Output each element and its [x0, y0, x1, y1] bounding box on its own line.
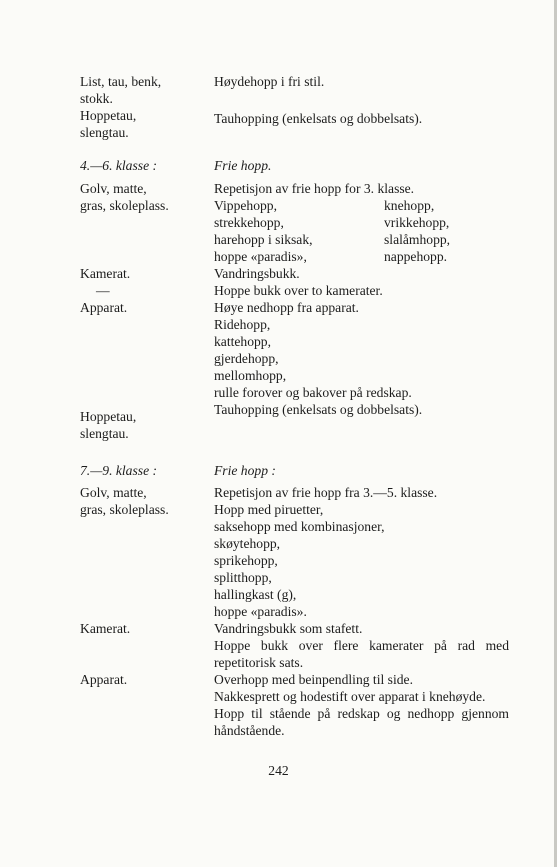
- exercise-line: Ridehopp,: [214, 317, 271, 332]
- exercise-item: slalåmhopp,: [384, 232, 451, 247]
- section-frie-hopp: Frie hopp.: [214, 158, 272, 173]
- exercise-item: strekkehopp,: [214, 215, 284, 230]
- equipment-line: gras, skoleplass.: [80, 502, 169, 517]
- exercise-tauhopping: Tauhopping (enkelsats og dobbelsats).: [214, 111, 423, 126]
- exercise-line: gjerdehopp,: [214, 351, 279, 366]
- page-number: 242: [268, 763, 289, 778]
- exercise-pair: [214, 231, 509, 248]
- equipment-golv: [80, 484, 169, 518]
- dash-mark: —: [96, 283, 110, 298]
- exercise-line: skøytehopp,: [214, 536, 281, 551]
- exercise-line: Høye nedhopp fra apparat.: [214, 300, 359, 315]
- exercise-line: repetitorisk sats.: [214, 655, 304, 670]
- exercise-line: mellomhopp,: [214, 368, 287, 383]
- exercise-item: knehopp,: [384, 198, 435, 213]
- exercise-list-4-6: [214, 180, 509, 418]
- equipment-apparat: Apparat.: [80, 672, 128, 687]
- equipment-hoppetau: [80, 408, 136, 442]
- equipment-line: Hoppetau,: [80, 108, 137, 123]
- equipment-line: Golv, matte,: [80, 181, 147, 196]
- exercise-line: hoppe «paradis».: [214, 604, 307, 619]
- equipment-line: Golv, matte,: [80, 485, 147, 500]
- exercise-line: saksehopp med kombinasjoner,: [214, 519, 385, 534]
- exercise-line: Repetisjon av frie hopp for 3. klasse.: [214, 181, 415, 196]
- equipment-list-benk: [80, 73, 161, 141]
- exercise-line: Hoppe bukk over flere kamerater på rad med: [214, 638, 509, 653]
- exercise-pair: [214, 197, 509, 214]
- equipment-kamerat: Kamerat.: [80, 621, 131, 636]
- grade-heading-7-9: 7.—9. klasse :: [80, 463, 158, 478]
- exercise-line: håndstående.: [214, 723, 285, 738]
- exercise-line: kattehopp,: [214, 334, 272, 349]
- equipment-line: slengtau.: [80, 426, 129, 441]
- exercise-item: harehopp i siksak,: [214, 232, 313, 247]
- exercise-pair: [214, 214, 509, 231]
- exercise-line: rulle forover og bakover på redskap.: [214, 385, 412, 400]
- exercise-line: Hopp til stående på redskap og nedhopp gjennom: [214, 706, 509, 721]
- equipment-kamerat: Kamerat.: [80, 266, 131, 281]
- exercise-line: Hopp med piruetter,: [214, 502, 324, 517]
- exercise-line: Repetisjon av frie hopp fra 3.—5. klasse.: [214, 485, 438, 500]
- exercise-line: Tauhopping (enkelsats og dobbelsats).: [214, 402, 423, 417]
- exercise-hoydehopp: Høydehopp i fri stil.: [214, 74, 325, 89]
- equipment-golv: [80, 180, 169, 214]
- equipment-apparat: Apparat.: [80, 300, 128, 315]
- exercise-item: nappehopp.: [384, 249, 448, 264]
- equipment-line: List, tau, benk,: [80, 74, 162, 89]
- exercise-item: Vippehopp,: [214, 198, 277, 213]
- exercise-line: Nakkesprett og hodestift over apparat i knehøyde.: [214, 689, 486, 704]
- equipment-line: gras, skoleplass.: [80, 198, 169, 213]
- grade-heading-4-6: 4.—6. klasse :: [80, 158, 158, 173]
- exercise-line: Hoppe bukk over to kamerater.: [214, 283, 383, 298]
- exercise-line: Overhopp med beinpendling til side.: [214, 672, 413, 687]
- exercise-line: splitthopp,: [214, 570, 272, 585]
- equipment-line: Hoppetau,: [80, 409, 137, 424]
- equipment-line: slengtau.: [80, 125, 129, 140]
- exercise-item: vrikkehopp,: [384, 215, 450, 230]
- equipment-line: stokk.: [80, 91, 113, 106]
- exercise-line: sprikehopp,: [214, 553, 278, 568]
- exercise-pair: [214, 248, 509, 265]
- section-frie-hopp: Frie hopp :: [214, 463, 276, 478]
- exercise-line: Vandringsbukk.: [214, 266, 300, 281]
- exercise-line: hallingkast (g),: [214, 587, 297, 602]
- exercise-line: Vandringsbukk som stafett.: [214, 621, 363, 636]
- exercise-list-7-9: [214, 484, 509, 739]
- exercise-item: hoppe «paradis»,: [214, 249, 307, 264]
